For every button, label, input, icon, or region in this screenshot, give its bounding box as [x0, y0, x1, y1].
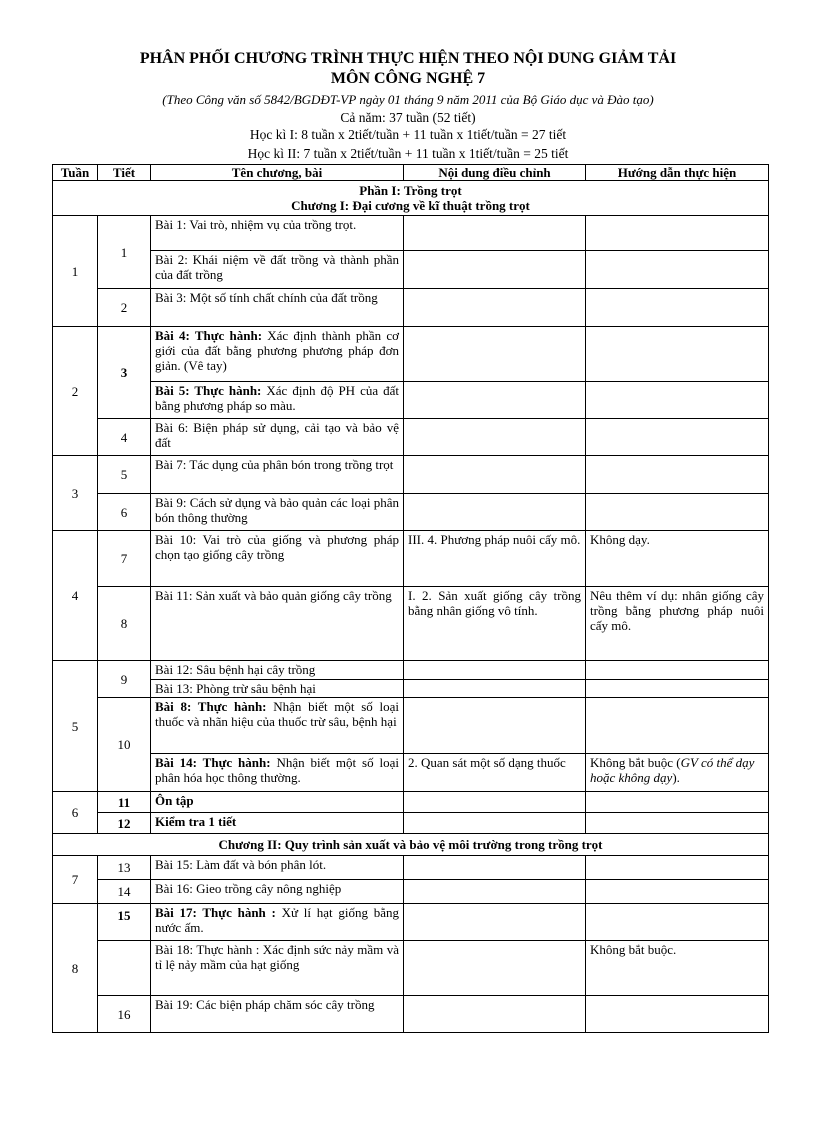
lesson-text: Nhận biết một số loại phân hóa học thông thường.	[155, 755, 399, 785]
lesson-cell: Bài 13: Phòng trừ sâu bệnh hại	[151, 680, 404, 698]
week-cell: 2	[53, 327, 98, 456]
table-row	[53, 456, 769, 494]
adjustment-cell	[404, 941, 586, 996]
period-cell: 4	[98, 419, 151, 456]
guidance-cell	[586, 216, 769, 251]
guidance-cell	[586, 456, 769, 494]
document-title-line2: MÔN CÔNG NGHỆ 7	[330, 70, 486, 87]
curriculum-table	[52, 164, 769, 1033]
guidance-cell	[586, 698, 769, 754]
adjustment-cell	[404, 494, 586, 531]
adjustment-cell	[404, 661, 586, 680]
guidance-cell: Không dạy.	[586, 531, 769, 587]
table-row	[53, 792, 769, 813]
year-summary: Cả năm: 37 tuần (52 tiết)	[340, 110, 476, 125]
table-row	[53, 327, 769, 382]
column-header-lesson: Tên chương, bài	[151, 165, 404, 181]
adjustment-cell	[404, 382, 586, 419]
lesson-cell: Bài 3: Một số tính chất chính của đất trồng	[151, 289, 404, 327]
lesson-cell: Bài 12: Sâu bệnh hại cây trồng	[151, 661, 404, 680]
table-row	[53, 587, 769, 661]
column-header-week: Tuần	[53, 165, 98, 181]
lesson-label: Bài 17: Thực hành :	[155, 905, 276, 920]
period-cell: 6	[98, 494, 151, 531]
table-row	[53, 698, 769, 754]
table-row	[53, 996, 769, 1033]
guidance-cell: Không bắt buộc.	[586, 941, 769, 996]
week-cell: 6	[53, 792, 98, 834]
lesson-text: Nhận biết một số loại thuốc và nhãn hiệu của thuốc trừ sâu, bệnh hại	[155, 699, 399, 729]
table-row	[53, 494, 769, 531]
column-header-guidance: Hướng dẫn thực hiện	[586, 165, 769, 181]
part1-heading	[53, 181, 769, 216]
week-cell: 1	[53, 216, 98, 327]
guidance-text: ).	[672, 770, 680, 785]
adjustment-cell: 2. Quan sát một số dạng thuốc	[404, 754, 586, 792]
guidance-cell	[586, 880, 769, 904]
lesson-cell	[151, 382, 404, 419]
guidance-cell	[586, 661, 769, 680]
adjustment-cell	[404, 792, 586, 813]
guidance-cell	[586, 904, 769, 941]
period-cell: 12	[98, 813, 151, 834]
adjustment-cell	[404, 251, 586, 289]
guidance-text: Không bắt buộc (	[590, 755, 681, 770]
adjustment-cell: III. 4. Phương pháp nuôi cấy mô.	[404, 531, 586, 587]
adjustment-cell	[404, 680, 586, 698]
adjustment-cell	[404, 880, 586, 904]
period-cell: 15	[98, 904, 151, 941]
guidance-note: GV có thể dạy hoặc không dạy	[590, 755, 755, 785]
lesson-label: Bài 5: Thực hành:	[155, 383, 262, 398]
period-cell-empty	[98, 941, 151, 996]
document-title-line1: PHÂN PHỐI CHƯƠNG TRÌNH THỰC HIỆN THEO NỘI DUNG GIẢM TẢI	[139, 50, 677, 67]
section-row	[53, 834, 769, 856]
guidance-cell: Nêu thêm ví dụ: nhân giống cây trồng bằng phương pháp nuôi cấy mô.	[586, 587, 769, 661]
guidance-cell	[586, 792, 769, 813]
lesson-cell: Bài 18: Thực hành : Xác định sức nảy mầm và tỉ lệ nảy mầm của hạt giống	[151, 941, 404, 996]
table-row	[53, 382, 769, 419]
lesson-cell: Kiểm tra 1 tiết	[151, 813, 404, 834]
table-row	[53, 941, 769, 996]
adjustment-cell	[404, 419, 586, 456]
table-row	[53, 754, 769, 792]
table-row	[53, 880, 769, 904]
guidance-cell	[586, 327, 769, 382]
guidance-cell	[586, 289, 769, 327]
adjustment-cell	[404, 216, 586, 251]
semester1-summary: Học kì I: 8 tuần x 2tiết/tuần + 11 tuần x 1tiết/tuần = 27 tiết	[249, 127, 567, 142]
adjustment-cell	[404, 813, 586, 834]
period-cell: 8	[98, 587, 151, 661]
lesson-text: Xác định độ PH của đất bằng phương pháp so màu.	[155, 383, 399, 413]
lesson-text: Xử lí hạt giống bằng nước ấm.	[155, 905, 400, 935]
table-row	[53, 419, 769, 456]
lesson-cell	[151, 754, 404, 792]
lesson-label: Bài 8: Thực hành:	[155, 699, 267, 714]
week-cell: 7	[53, 856, 98, 904]
week-cell: 5	[53, 661, 98, 792]
guidance-cell	[586, 382, 769, 419]
lesson-cell: Bài 11: Sản xuất và bảo quản giống cây trồng	[151, 587, 404, 661]
table-row	[53, 813, 769, 834]
lesson-cell: Bài 19: Các biện pháp chăm sóc cây trồng	[151, 996, 404, 1033]
period-cell: 7	[98, 531, 151, 587]
period-cell: 16	[98, 996, 151, 1033]
week-cell: 3	[53, 456, 98, 531]
guidance-cell	[586, 813, 769, 834]
table-row	[53, 661, 769, 680]
lesson-label: Bài 4: Thực hành:	[155, 328, 263, 343]
table-header-row	[53, 165, 769, 181]
table-row	[53, 856, 769, 880]
adjustment-cell	[404, 698, 586, 754]
part-title: Phần I: Trồng trọt	[359, 183, 462, 198]
table-row	[53, 680, 769, 698]
adjustment-cell	[404, 327, 586, 382]
section-row	[53, 181, 769, 216]
guidance-cell	[586, 680, 769, 698]
guidance-cell	[586, 754, 769, 792]
column-header-period: Tiết	[98, 165, 151, 181]
period-cell: 3	[98, 327, 151, 419]
guidance-cell	[586, 996, 769, 1033]
lesson-cell: Ôn tập	[151, 792, 404, 813]
guidance-cell	[586, 494, 769, 531]
week-cell: 8	[53, 904, 98, 1033]
period-cell: 11	[98, 792, 151, 813]
semester2-summary: Học kì II: 7 tuần x 2tiết/tuần + 11 tuần x 1tiết/tuần = 25 tiết	[247, 146, 569, 161]
period-cell: 14	[98, 880, 151, 904]
adjustment-cell	[404, 856, 586, 880]
period-cell: 13	[98, 856, 151, 880]
document-subtitle: (Theo Công văn số 5842/BGDĐT-VP ngày 01 tháng 9 năm 2011 của Bộ Giáo dục và Đào tạo)	[162, 92, 654, 107]
guidance-cell	[586, 856, 769, 880]
lesson-cell: Bài 10: Vai trò của giống và phương pháp chọn tạo giống cây trồng	[151, 531, 404, 587]
lesson-cell: Bài 15: Làm đất và bón phân lót.	[151, 856, 404, 880]
table-row	[53, 251, 769, 289]
lesson-cell: Bài 16: Gieo trồng cây nông nghiệp	[151, 880, 404, 904]
lesson-label: Bài 14: Thực hành:	[155, 755, 271, 770]
chapter2-title: Chương II: Quy trình sản xuất và bảo vệ môi trường trong trồng trọt	[53, 834, 769, 856]
period-cell: 2	[98, 289, 151, 327]
guidance-cell	[586, 419, 769, 456]
week-cell: 4	[53, 531, 98, 661]
table-row	[53, 289, 769, 327]
guidance-cell	[586, 251, 769, 289]
lesson-cell: Bài 9: Cách sử dụng và bảo quản các loại phân bón thông thường	[151, 494, 404, 531]
adjustment-cell	[404, 996, 586, 1033]
lesson-cell: Bài 7: Tác dụng của phân bón trong trồng trọt	[151, 456, 404, 494]
period-cell: 10	[98, 698, 151, 792]
table-row	[53, 216, 769, 251]
lesson-cell	[151, 698, 404, 754]
chapter1-title: Chương I: Đại cương về kĩ thuật trồng trọt	[291, 198, 530, 213]
lesson-cell	[151, 904, 404, 941]
lesson-cell: Bài 6: Biện pháp sử dụng, cải tạo và bảo vệ đất	[151, 419, 404, 456]
period-cell: 1	[98, 216, 151, 289]
lesson-cell	[151, 327, 404, 382]
lesson-text: Xác định thành phần cơ giới của đất bằng phương phương pháp đơn giản. (Vê tay)	[155, 328, 399, 373]
adjustment-cell	[404, 456, 586, 494]
lesson-cell: Bài 2: Khái niệm về đất trồng và thành phần của đất trồng	[151, 251, 404, 289]
period-cell: 9	[98, 661, 151, 698]
table-row	[53, 531, 769, 587]
lesson-cell: Bài 1: Vai trò, nhiệm vụ của trồng trọt.	[151, 216, 404, 251]
adjustment-cell: I. 2. Sản xuất giống cây trồng bằng nhân giống vô tính.	[404, 587, 586, 661]
table-row	[53, 904, 769, 941]
adjustment-cell	[404, 289, 586, 327]
column-header-adjustment: Nội dung điều chỉnh	[404, 165, 586, 181]
period-cell: 5	[98, 456, 151, 494]
adjustment-cell	[404, 904, 586, 941]
